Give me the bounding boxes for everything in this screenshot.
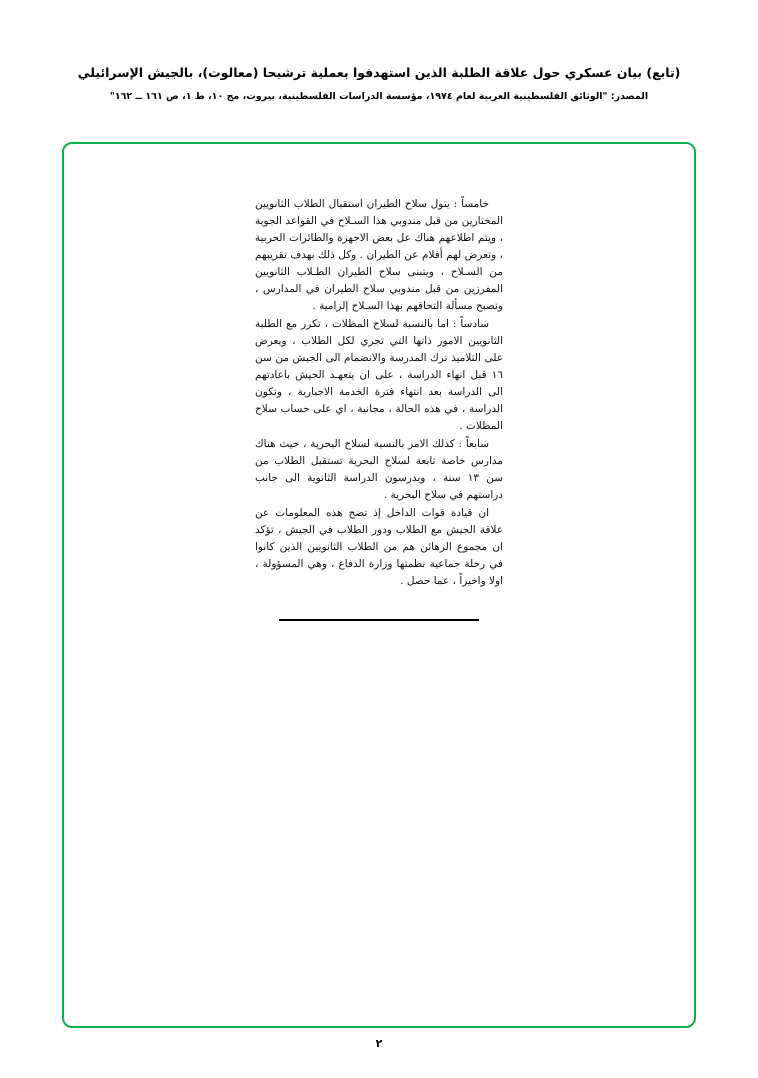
paragraph-5: خامساً : يتول سلاح الطيران استقبال الطلاب الثانويين المختارين من قبل مندوبي هذا السـلاح في القواعد الجوية ، ويتم اطلاعهم هناك عل بعض الاجهزة والطائرات الحربية ، وتعرض لهم أفلام عن الطيران . وكل ذلك بهدف تقريبهم من السـلاح ، ويتبنى سلاح الطيران الطـلاب الثانويين المفرزين من قبل مندوبي سلاح الطيران في المدارس ، وتصبح مسألة التحاقهم بهذا السـلاح إلزامية . — [255, 198, 503, 312]
paragraph-closing: ان قيادة قوات الداخل إذ تضح هذه المعلومات عن علاقة الجيش مع الطلاب ودور الطلاب في الجيش ، تؤكد ان مجموع الرهائن هم من الطلاب الثانويين الذين كانوا في رحلة جماعية نظمتها وزارة الدفاع ، وهي المسؤولة ، اولا واخيراً ، عما حصل . — [255, 507, 503, 587]
paragraph-7: سابعاً : كذلك الامر بالنسبة لسلاح البحرية ، حيث هناك مدارس خاصة تابعة لسلاح البحرية تستقبل الطلاب من سن ١٣ سنة ، ويدرسون الدراسة الثانوية الى جانب دراستهم في سلاح البحرية . — [255, 438, 503, 501]
page-number: ٢ — [375, 1037, 383, 1050]
page-title: (تابع) بيان عسكري حول علاقة الطلبة الذين استهدفوا بعملية ترشيحا (معالوت)، بالجيش الإسرائيلي — [77, 65, 681, 80]
document-header — [0, 64, 758, 104]
paragraph-6: سادساً : اما بالنسبة لسلاح المظلات ، تكرر مع الطلبة الثانويين الامور ذاتها التي تجري لكل الطلاب ، ويعرض على التلاميذ ترك المدرسة والانضمام الى الجيش من سن ١٦ قبل انهاء الدراسة ، على ان يتعهـد الجيش باعادتهم الى الدراسة بعد انتهاء فترة الخدمة الاجبارية ، وتكون الدراسة ، في هذه الحالة ، مجانية ، اي على حساب سلاح المظلات . — [255, 318, 503, 432]
text-column — [255, 196, 503, 621]
document-body — [0, 196, 758, 621]
source-line: المصدر: "الوثائق الفلسطينية العربية لعام ١٩٧٤، مؤسسة الدراسات الفلسطينية، بيروت، مج ١٠، ط ١، ص ١٦١ ــ ١٦٢" — [109, 90, 649, 102]
section-divider-wrap — [255, 591, 503, 621]
horizontal-rule — [279, 619, 479, 621]
